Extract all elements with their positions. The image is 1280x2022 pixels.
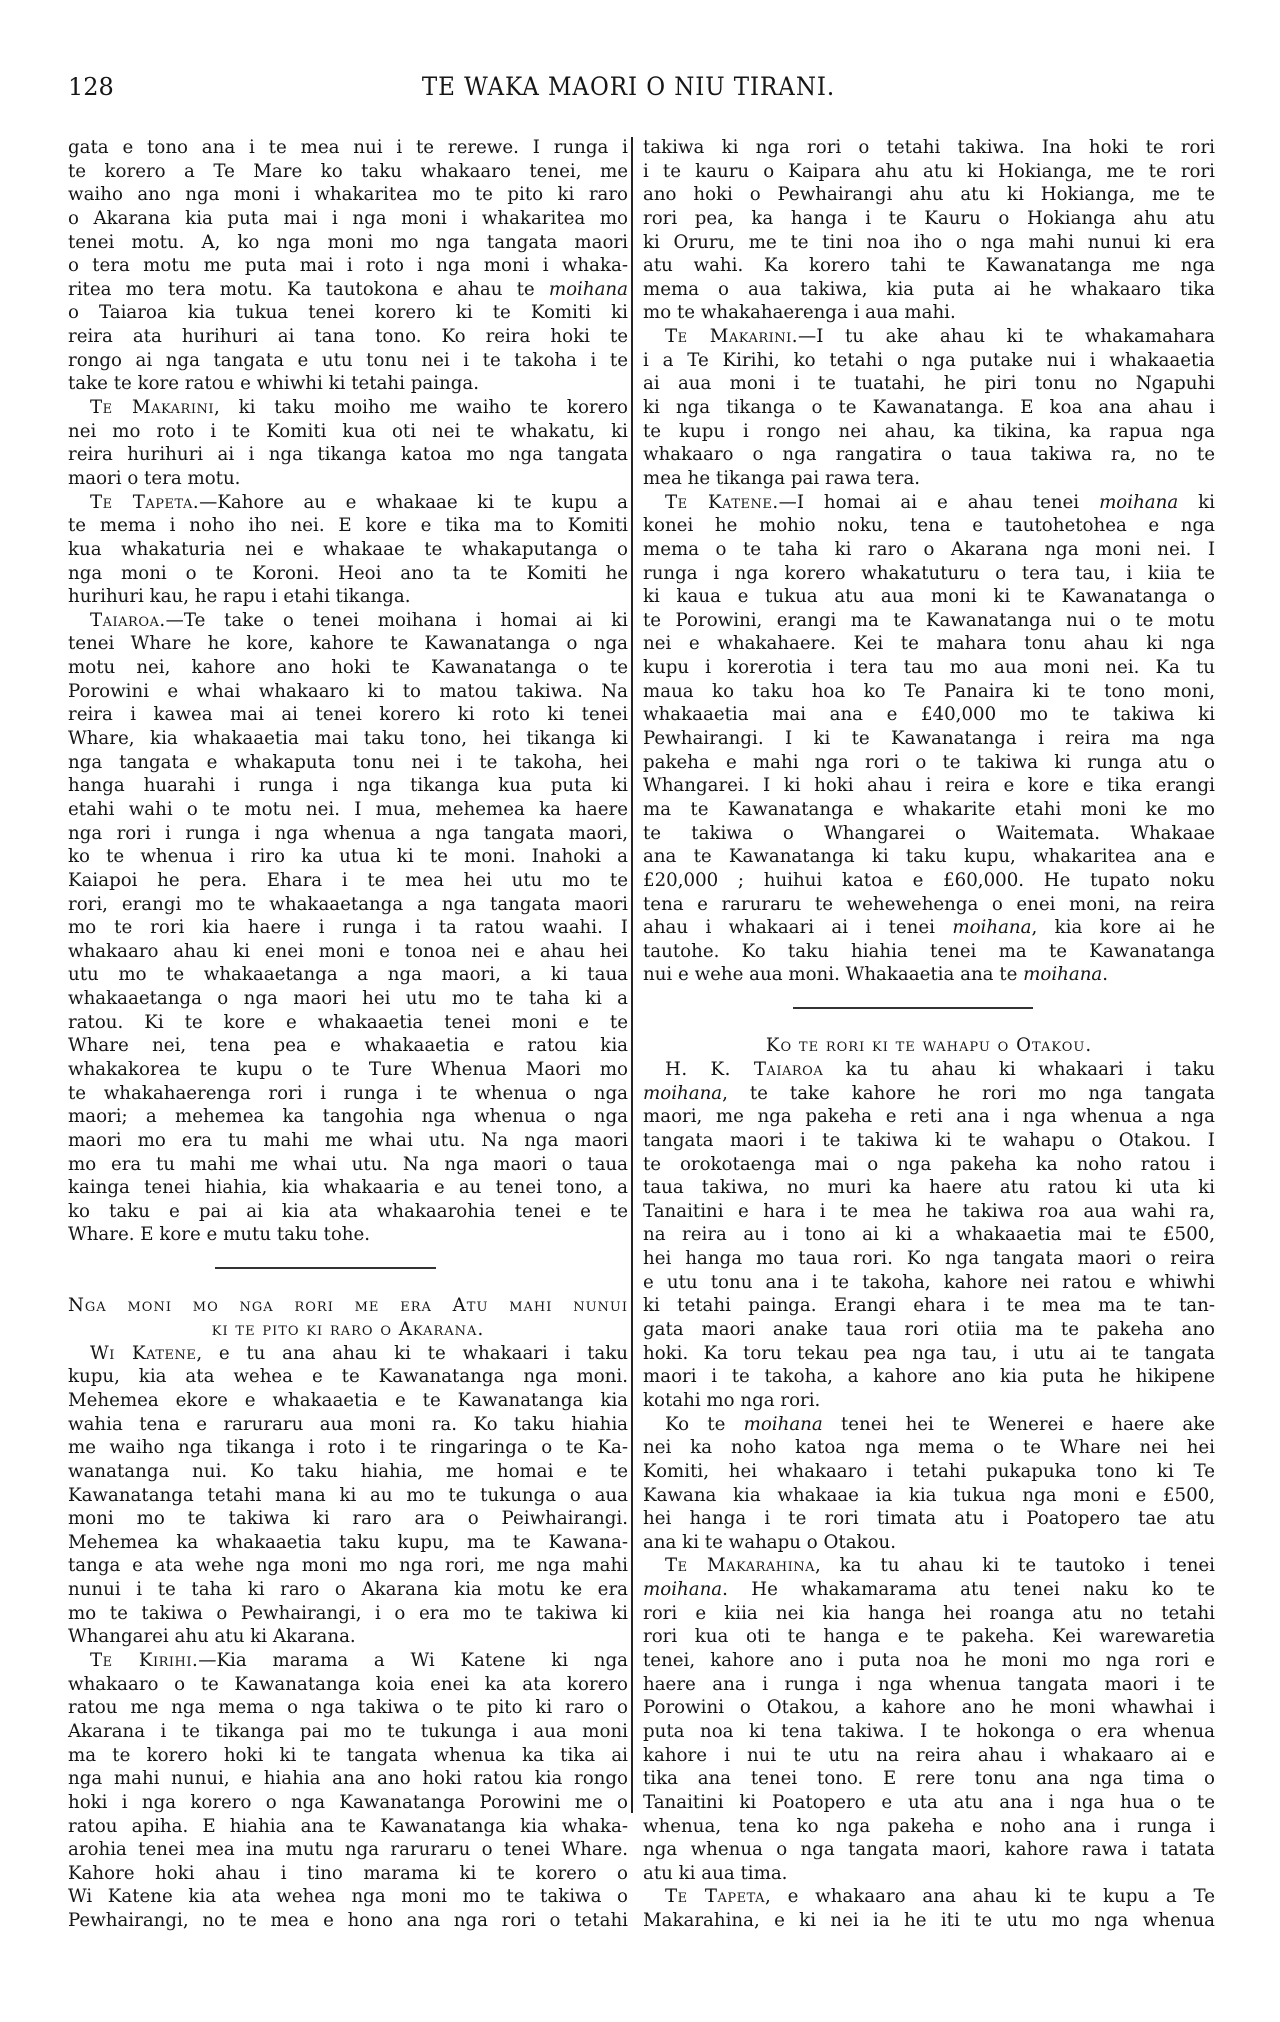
speech-first-line xyxy=(643,1554,1215,1578)
text-line: take te kore ratou e whiwhi ki tetahi painga. xyxy=(68,373,480,395)
text-line: mo te whakahaerenga i aua mahi. xyxy=(643,302,956,324)
speech-wi-katene xyxy=(68,1342,628,1649)
text-line: gata e tono ana i te mea nui i te rerewe. I runga i xyxy=(68,137,628,158)
speech-kirihi xyxy=(68,1649,628,1933)
italic-term: moihana xyxy=(643,1579,723,1601)
text-line: nei mo roto i te Komiti kua oti nei te whakatu, ki xyxy=(68,420,628,442)
text-line: runga i nga korero whakatuturu o tera tau, i kiia te xyxy=(643,562,1215,584)
text-line: whakaaro ahau ki enei moni e tonoa nei e ahau hei xyxy=(68,940,628,962)
text-line: ko te whenua i riro ka utua ki te moni. Inahoki a xyxy=(68,846,628,868)
text-line: o Taiaroa kia tukua tenei korero ki te Komiti ki xyxy=(68,302,628,324)
text-run: , e whakaaro ana ahau ki te kupu a Te xyxy=(765,1886,1215,1908)
text-line: ratou. Ki te kore e whakaaetia tenei moni e te xyxy=(68,1011,628,1033)
text-line: whakakorea te kupu o te Ture Whenua Maori mo xyxy=(68,1058,628,1080)
text-line: Porowini o Otakou, a kahore ano he moni whawhai i xyxy=(643,1697,1215,1719)
text-line: Whare nei, tena pea e whakaaetia e ratou kia xyxy=(68,1035,628,1057)
text-line: arohia tenei mea ina mutu nga raruraru o tenei Whare. xyxy=(68,1839,628,1861)
section-heading xyxy=(68,1294,628,1341)
text-line: hei hanga i te rori timata atu i Poatopero tae atu xyxy=(643,1508,1215,1530)
text-line: nga whenua o nga tangata maori, kahore rawa i tatata xyxy=(643,1839,1215,1861)
text-line: kainga tenei hiahia, kia whakaaria e au tenei tono, a xyxy=(68,1177,628,1199)
text-line: whakaaro o te Kawanatanga koia enei ka ata korero xyxy=(68,1673,628,1695)
left-column xyxy=(68,136,628,1933)
text-line: ma te korero hoki ki te tangata whenua ka tika ai xyxy=(68,1744,628,1766)
text-line: Kahore hoki ahau i tino marama ki te korero o xyxy=(68,1862,628,1884)
text-line: waiho ano nga moni i whakaritea mo te pito ki raro xyxy=(68,184,628,206)
text-run: —I homai ai e ahau tenei xyxy=(778,491,1100,513)
text-line: reira hurihuri ai i nga tikanga katoa mo nga tangata xyxy=(68,444,628,466)
text-line: Kaiapoi he pera. Ehara i te mea hei utu mo te xyxy=(68,869,628,891)
section-heading xyxy=(643,1034,1215,1058)
text-line: te mema i noho iho nei. E kore e tika ma to Komiti xyxy=(68,515,628,537)
page-header xyxy=(68,70,1215,104)
section-heading-line: Ko te rori ki te wahapu o Otakou. xyxy=(765,1035,1093,1057)
text-line: tanga e ata wehe nga moni mo nga rori, me nga mahi xyxy=(68,1555,628,1577)
text-run: ki xyxy=(1178,491,1215,513)
text-line: ano hoki o Pewhairangi ahu atu ki Hokianga, me te xyxy=(643,184,1215,206)
italic-term: moihana xyxy=(1023,964,1103,986)
horizontal-rule xyxy=(215,1267,436,1269)
text-line: kupu i korerotia i tera tau mo aua moni nei. Ka tu xyxy=(643,657,1215,679)
text-run: ka tu ahau ki whakaari i taku xyxy=(823,1059,1215,1080)
text-line: motu nei, kahore ano hoki te Kawanatanga o te xyxy=(68,657,628,679)
speaker-name: Te Tapeta xyxy=(665,1886,766,1908)
italic-term: moihana xyxy=(952,917,1032,939)
speaker-name: Te Kirihi. xyxy=(90,1650,199,1672)
speaker-name: Te Makarahina xyxy=(665,1555,815,1577)
text-line: etahi wahi o te motu nei. I mua, mehemea ka haere xyxy=(68,798,628,820)
text-run: Ko te xyxy=(665,1413,744,1435)
text-line: Akarana i te tikanga pai mo te tukunga i aua moni xyxy=(68,1720,628,1742)
text-line xyxy=(643,916,1215,940)
speech-taiaroa xyxy=(68,609,628,1247)
text-line: te orokotaenga mai o nga pakeha ka noho ratou i xyxy=(643,1153,1215,1175)
text-line: Whangarei ahu atu ki Akarana. xyxy=(68,1626,356,1648)
running-title: TE WAKA MAORI O NIU TIRANI. xyxy=(421,72,836,101)
text-line: mo era tu mahi me whai utu. Na nga maori o taua xyxy=(68,1153,628,1175)
text-line: wahia tena e raruraru aua moni ra. Ko taku hiahia xyxy=(68,1413,628,1435)
italic-term: moihana xyxy=(743,1413,823,1435)
text-line: te whakahaerenga rori i runga i te whenua o nga xyxy=(68,1082,628,1104)
text-line: reira i kawea mai ai tenei korero ki roto ki tenei xyxy=(68,704,628,726)
text-line: wanatanga nui. Ko taku hiahia, me homai e te xyxy=(68,1460,628,1482)
text-run: —Kia marama a Wi Katene ki nga xyxy=(198,1650,628,1672)
continued-paragraph xyxy=(68,136,628,396)
text-line: moni mo te takiwa ki raro ara o Peiwhairangi. xyxy=(68,1508,628,1530)
column-divider xyxy=(631,137,633,1813)
text-line: nga rori i runga i nga whenua a nga tangata maori, xyxy=(68,822,628,844)
text-line xyxy=(643,1082,1215,1106)
speaker-name: Te Katene. xyxy=(665,491,779,513)
text-line: Pewhairangi. I ki te Kawanatanga i reira ma nga xyxy=(643,728,1215,750)
text-run: —Te take o tenei moihana i homai ai ki xyxy=(165,609,628,631)
text-line: haere ana i runga i nga whenua tangata maori i te xyxy=(643,1673,1215,1695)
text-line: whenua, tena ko nga pakeha e noho ana i runga i xyxy=(643,1815,1215,1837)
text-line: te korero a Te Mare ko taku whakaaro tenei, me xyxy=(68,160,628,182)
speech-first-line xyxy=(68,1649,628,1673)
text-line: tautohe. Ko taku hiahia tenei ma te Kawanatanga xyxy=(643,940,1215,962)
text-line: ai aua moni i te tuatahi, he piri tonu no Ngapuhi xyxy=(643,373,1215,395)
text-line: nga tangata e whakaputa tonu nei i te takoha, hei xyxy=(68,751,628,773)
text-run: ritea mo tera motu. Ka tautokona e ahau te xyxy=(68,278,549,300)
right-column xyxy=(643,136,1215,1933)
text-line: ki Oruru, me te tini noa iho o nga mahi nunui ki era xyxy=(643,231,1215,253)
text-line: hoki i nga korero o nga Kawanatanga Porowini me o xyxy=(68,1791,628,1813)
text-line: tangata maori i te takiwa ki te wahapu o Otakou. I xyxy=(643,1129,1215,1151)
text-line: mea he tikanga pai rawa tera. xyxy=(643,467,921,489)
text-line: o tera motu me puta mai i roto i nga moni i whaka- xyxy=(68,255,628,277)
text-line: Mehemea ka whakaaetia taku kupu, ma te Kawana- xyxy=(68,1531,628,1553)
text-line: whakaaro o nga rangatira o taua takiwa ra, no te xyxy=(643,444,1215,466)
text-line: nga moni o te Koroni. Heoi ano ta te Komiti he xyxy=(68,562,628,584)
text-line: Whare. E kore e mutu taku tohe. xyxy=(68,1224,371,1246)
text-line: kahore i nui te utu na reira ahau i whakaaro ai e xyxy=(643,1744,1215,1766)
text-line: rori, erangi mo te whakaaetanga a nga tangata maori xyxy=(68,893,628,915)
speech-first-line xyxy=(643,325,1215,349)
text-line: gata maori anake taua rori otiia ma te pakeha ano xyxy=(643,1319,1215,1341)
text-run: , ka tu ahau ki te tautoko i tenei xyxy=(815,1555,1215,1577)
text-run: . xyxy=(1102,964,1109,986)
text-line: ratou me nga mema o nga takiwa o te pito ki raro o xyxy=(68,1697,628,1719)
speech-first-line xyxy=(68,491,628,515)
text-run: —Kahore au e whakaae ki te kupu a xyxy=(199,491,628,513)
speech-makarini xyxy=(643,325,1215,490)
text-line: maori, me nga pakeha e reti ana i nga whenua a nga xyxy=(643,1106,1215,1128)
speech-first-line xyxy=(643,1058,1215,1082)
text-line: takiwa ki nga rori o tetahi takiwa. Ina hoki te rori xyxy=(643,137,1215,158)
text-line xyxy=(643,1413,1215,1437)
text-line: konei he mohio noku, tena e tautohetohea e nga xyxy=(643,515,1215,537)
horizontal-rule xyxy=(793,1007,1033,1009)
text-line: Tanaitini ki Poatopero e uta atu ana i nga hua o te xyxy=(643,1791,1215,1813)
text-line: ana te Kawanatanga ki taku kupu, whakaritea ana e xyxy=(643,846,1215,868)
text-line: ki tetahi painga. Erangi ehara i te mea ma te tan- xyxy=(643,1295,1215,1317)
text-line: mema o te taha ki raro o Akarana nga moni nei. I xyxy=(643,538,1215,560)
text-line: maori i te takoha, a kahore ano kia puta he hikipene xyxy=(643,1366,1215,1388)
text-line: ana ki te wahapu o Otakou. xyxy=(643,1531,897,1553)
text-line: ma te Kawanatanga e whakarite etahi moni ke mo xyxy=(643,798,1215,820)
text-line: mo te rori kia haere i runga i ta ratou waahi. I xyxy=(68,917,628,939)
text-run: . He whakamarama atu tenei naku ko te xyxy=(722,1579,1215,1601)
text-line: puta noa ki tena takiwa. I te hokonga o era whenua xyxy=(643,1720,1215,1742)
text-line: whakaaetia mai ana e £40,000 mo te takiwa ki xyxy=(643,704,1215,726)
text-line xyxy=(68,278,628,302)
text-line xyxy=(643,1578,1215,1602)
text-line: hurihuri kau, he rapu i etahi tikanga. xyxy=(68,586,411,608)
speaker-name: Te Makarini xyxy=(90,397,214,419)
speaker-name: Te Makarini. xyxy=(665,326,799,348)
text-line: whakaaetanga o nga maori hei utu mo te taha ki a xyxy=(68,988,628,1010)
text-line: mo te takiwa o Pewhairangi, i o era mo te takiwa ki xyxy=(68,1602,628,1624)
text-line: ko taku e pai ai kia ata whakaarohia tenei e te xyxy=(68,1200,628,1222)
section-heading-line: ki te pito ki raro o Akarana. xyxy=(211,1319,485,1341)
text-line: rori e kiia nei kia hanga hei roanga atu no tetahi xyxy=(643,1602,1215,1624)
text-line: i a Te Kirihi, ko tetahi o nga putake nui i whakaaetia xyxy=(643,349,1215,371)
continued-paragraph xyxy=(643,136,1215,325)
speaker-name: Te Tapeta. xyxy=(90,491,200,513)
text-line: tenei motu. A, ko nga moni mo nga tangata maori xyxy=(68,231,628,253)
text-line: me waiho nga tikanga i roto i te ringaringa o te Ka- xyxy=(68,1437,628,1459)
text-line: i te kauru o Kaipara ahu atu ki Hokianga, me te rori xyxy=(643,160,1215,182)
text-line: ki nga tikanga o te Kawanatanga. E koa ana ahau i xyxy=(643,397,1215,419)
text-line: rori kua oti te hanga e te pakeha. Kei warewaretia xyxy=(643,1626,1215,1648)
speech-te-katene xyxy=(643,491,1215,987)
text-run: tenei hei te Wenerei e haere ake xyxy=(822,1413,1215,1435)
speech-makarini xyxy=(68,396,628,491)
section-heading-line: Nga moni mo nga rori me era Atu mahi nunui xyxy=(68,1295,628,1317)
text-line: e utu tonu ana i te takoha, kahore nei ratou e whiwhi xyxy=(643,1271,1215,1293)
text-line: pakeha e mahi nga rori o te takiwa ki runga atu o xyxy=(643,751,1215,773)
text-line: Porowini e whai whakaaro ki to matou takiwa. Na xyxy=(68,680,628,702)
text-line: utu mo te whakaaetanga a nga maori, a ki taua xyxy=(68,964,628,986)
text-line: te Porowini, erangi ma te Kawanatanga nui o te motu xyxy=(643,609,1215,631)
text-line: mema o aua takiwa, kia puta ai he whakaaro tika xyxy=(643,278,1215,300)
section-separator xyxy=(68,1247,628,1294)
text-line: nei e whakahaere. Kei te mahara tonu ahau ki nga xyxy=(643,633,1215,655)
text-line: maori; a mehemea ka tangohia nga whenua o nga xyxy=(68,1106,628,1128)
italic-term: moihana xyxy=(548,278,628,300)
text-line: Mehemea ekore e whakaaetia e te Kawanatanga kia xyxy=(68,1389,628,1411)
speech-first-line xyxy=(68,1342,628,1366)
page-number: 128 xyxy=(68,73,114,101)
speech-tapeta xyxy=(68,491,628,609)
text-line: hoki. Ka toru tekau pea nga tau, i utu ai te tangata xyxy=(643,1342,1215,1364)
text-run: , e tu ana ahau ki te whakaari i taku xyxy=(196,1342,628,1364)
text-line: maori o tera motu. xyxy=(68,467,241,489)
text-run: ahau i whakaari ai i tenei xyxy=(643,917,953,939)
text-line: kua whakaturia nei e whakaae te whakaputanga o xyxy=(68,538,628,560)
speech-tapeta xyxy=(643,1885,1215,1932)
text-line: Makarahina, e ki nei ia he iti te utu mo nga whenua xyxy=(643,1910,1215,1932)
text-run: nui e wehe aua moni. Whakaaetia ana te xyxy=(643,964,1024,986)
text-line: maua ko taku hoa ko Te Panaira ki te tono moni, xyxy=(643,680,1215,702)
speaker-name: Wi Katene xyxy=(90,1342,197,1364)
text-line: kotahi mo nga rori. xyxy=(643,1389,821,1411)
text-line: o Akarana kia puta mai i nga moni i whakaritea mo xyxy=(68,207,628,229)
text-line: hanga huarahi i runga i nga tikanga kua puta ki xyxy=(68,775,628,797)
text-line: na reira au i tono ai ki a whakaaetia mai te £500, xyxy=(643,1224,1215,1246)
text-run: , ki taku moiho me waiho te korero xyxy=(213,397,628,419)
speech-hk-taiaroa xyxy=(643,1058,1215,1413)
speaker-name: H. K. Taiaroa xyxy=(665,1059,824,1080)
text-line xyxy=(643,963,1215,987)
text-line: nunui i te taha ki raro o Akarana kia motu ke era xyxy=(68,1579,628,1601)
text-line: reira ata hurihuri ai tana tono. Ko reira hoki te xyxy=(68,326,628,348)
text-run: , te take kahore he rori mo nga tangata xyxy=(722,1082,1215,1104)
text-line: kupu, kia ata wehea e te Kawanatanga nga moni. xyxy=(68,1366,628,1388)
text-line: ki kaua e tukua atu aua moni ki te Kawanatanga o xyxy=(643,586,1215,608)
text-line: atu wahi. Ka korero tahi te Kawanatanga me nga xyxy=(643,255,1215,277)
text-line: Whangarei. I ki hoki ahau i reira e kore e tika erangi xyxy=(643,775,1215,797)
speech-first-line xyxy=(68,396,628,420)
text-line: te takiwa o Whangarei o Waitemata. Whakaae xyxy=(643,822,1215,844)
text-line: tenei, kahore ano i puta noa he moni mo nga rori e xyxy=(643,1650,1215,1672)
text-line: £20,000 ; huihui katoa e £60,000. He tupato noku xyxy=(643,869,1215,891)
text-line: maori mo era tu mahi me whai utu. Na nga maori xyxy=(68,1129,628,1151)
text-line: Whare, kia whakaaetia mai taku tono, hei tikanga ki xyxy=(68,728,628,750)
text-run: , kia kore ai he xyxy=(1031,917,1215,939)
text-line: tena e raruraru te wehewehenga o enei moni, na reira xyxy=(643,893,1215,915)
motion-paragraph xyxy=(643,1413,1215,1555)
text-line: nei ka noho katoa nga mema o te Whare nei hei xyxy=(643,1437,1215,1459)
text-line: tika ana tenei tono. E rere tonu ana nga tima o xyxy=(643,1768,1215,1790)
text-line: hei hanga mo taua rori. Ko nga tangata maori o reira xyxy=(643,1248,1215,1270)
text-line: Komiti, hei whakaaro i tetahi pukapuka tono ki Te xyxy=(643,1460,1215,1482)
text-line: rongo ai nga tangata e utu tonu nei i te takoha i te xyxy=(68,349,628,371)
text-line: taua takiwa, no muri ka haere atu ratou ki uta ki xyxy=(643,1177,1215,1199)
text-line: ratou apiha. E hiahia ana te Kawanatanga kia whaka- xyxy=(68,1815,628,1837)
text-line: Tanaitini e hara i te mea he takiwa roa aua wahi ra, xyxy=(643,1200,1215,1222)
text-line: te kupu i rongo nei ahau, ka tikina, ka rapua nga xyxy=(643,420,1215,442)
speech-first-line xyxy=(68,609,628,633)
speaker-name: Taiaroa. xyxy=(90,609,166,631)
text-line: Pewhairangi, no te mea e hono ana nga rori o tetahi xyxy=(68,1910,628,1932)
italic-term: moihana xyxy=(1099,491,1179,513)
speech-makarahina xyxy=(643,1554,1215,1885)
speech-first-line xyxy=(643,1885,1215,1909)
text-line: Kawana kia whakaae ia kia tukua nga moni e £500, xyxy=(643,1484,1215,1506)
section-separator xyxy=(643,987,1215,1034)
text-line: atu ki aua tima. xyxy=(643,1862,788,1884)
italic-term: moihana xyxy=(643,1082,723,1104)
text-line: rori pea, ka hanga i te Kauru o Hokianga ahu atu xyxy=(643,207,1215,229)
text-line: nga mahi nunui, e hiahia ana ano hoki ratou kia rongo xyxy=(68,1768,628,1790)
text-line: Kawanatanga tetahi mana ki au mo te tukunga o aua xyxy=(68,1484,628,1506)
text-run: —I tu ake ahau ki te whakamahara xyxy=(798,326,1216,348)
text-line: Wi Katene kia ata wehea nga moni mo te takiwa o xyxy=(68,1886,628,1908)
speech-first-line xyxy=(643,491,1215,515)
text-line: tenei Whare he kore, kahore te Kawanatanga o nga xyxy=(68,633,628,655)
